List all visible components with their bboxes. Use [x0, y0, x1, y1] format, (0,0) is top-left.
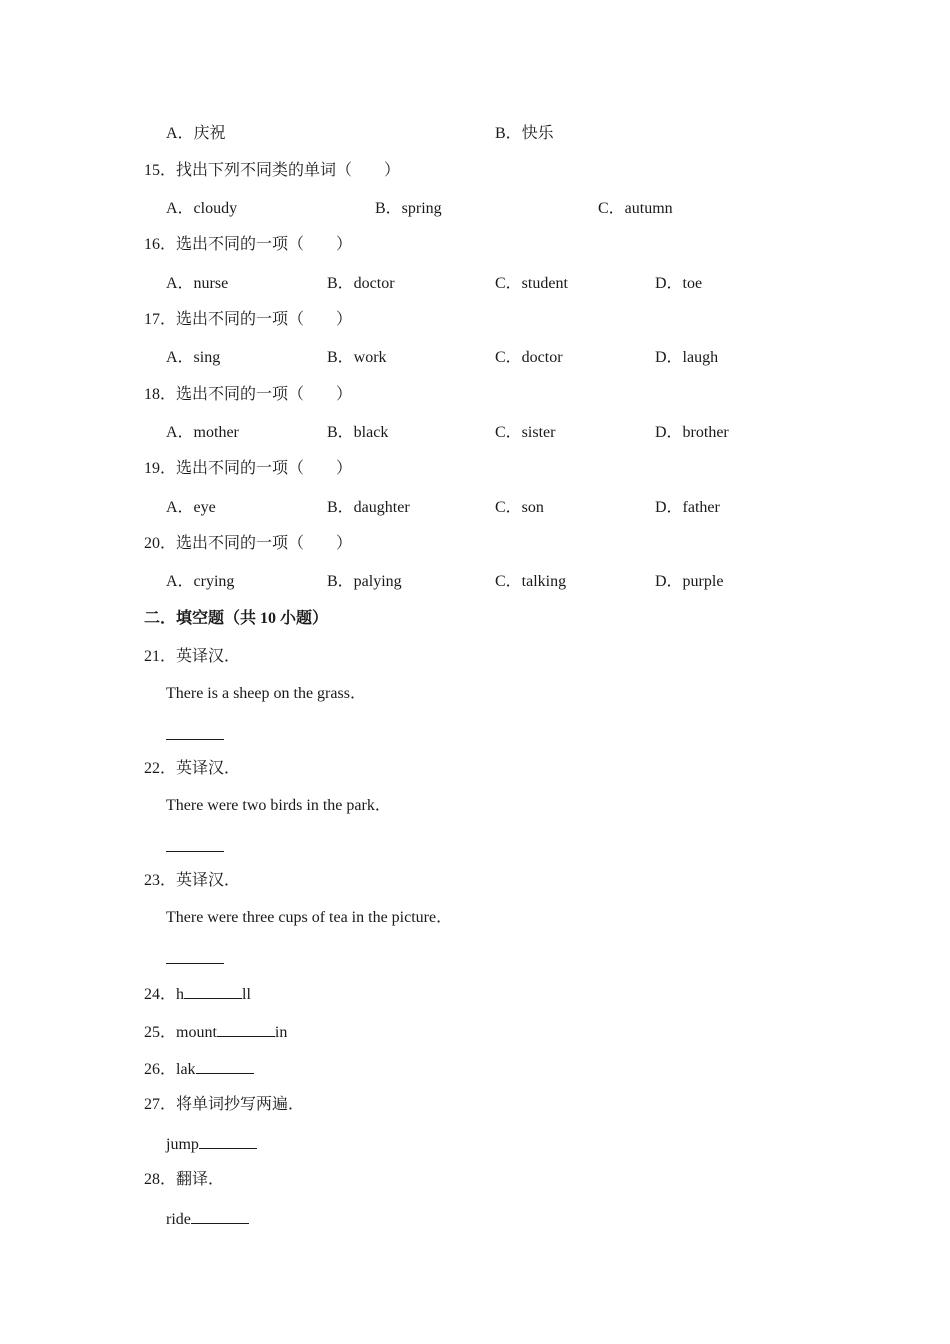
q26-prefix: 26．lak	[144, 1061, 196, 1078]
q16-option-d: D．toe	[655, 275, 703, 292]
q23-answer-blank[interactable]	[166, 963, 224, 964]
q19-stem: 19．选出不同的一项（ ）	[144, 460, 353, 477]
q16-option-c: C．student	[495, 275, 568, 292]
q26-line	[144, 1058, 254, 1080]
q24-line	[144, 983, 251, 1005]
section-heading: 二．填空题（共 10 小题）	[144, 610, 329, 627]
q27-blank[interactable]	[199, 1133, 257, 1149]
q27-word: jump	[166, 1136, 199, 1153]
q16-option-a: A．nurse	[166, 275, 229, 292]
q23-sentence: There were three cups of tea in the picture．	[166, 909, 453, 926]
q21-stem: 21．英译汉．	[144, 648, 241, 665]
q20-stem: 20．选出不同的一项（ ）	[144, 535, 353, 552]
q28-word: ride	[166, 1211, 191, 1228]
q17-stem: 17．选出不同的一项（ ）	[144, 311, 353, 328]
q22-answer-blank[interactable]	[166, 851, 224, 852]
q25-suffix: in	[274, 1024, 288, 1041]
q28-line	[166, 1208, 249, 1230]
q25-blank[interactable]	[217, 1021, 275, 1037]
q27-line	[166, 1133, 257, 1155]
q19-option-d: D．father	[655, 499, 720, 516]
q20-option-b: B．palying	[327, 573, 402, 590]
q14-option-b: B．快乐	[495, 125, 554, 142]
q19-option-a: A．eye	[166, 499, 216, 516]
q22-stem: 22．英译汉．	[144, 760, 241, 777]
q20-option-c: C．talking	[495, 573, 567, 590]
q28-blank[interactable]	[191, 1208, 249, 1224]
q14-option-a: A．庆祝	[166, 125, 226, 142]
q15-stem: 15．找出下列不同类的单词（ ）	[144, 162, 401, 179]
q27-stem: 27．将单词抄写两遍．	[144, 1096, 305, 1113]
q16-stem: 16．选出不同的一项（ ）	[144, 236, 353, 253]
q18-option-a: A．mother	[166, 424, 239, 441]
q15-option-a: A．cloudy	[166, 200, 238, 217]
q25-line	[144, 1021, 287, 1043]
q24-prefix: 24．h	[144, 986, 185, 1003]
q17-option-b: B．work	[327, 349, 387, 366]
q17-option-c: C．doctor	[495, 349, 563, 366]
q26-blank[interactable]	[196, 1058, 254, 1074]
q23-stem: 23．英译汉．	[144, 872, 241, 889]
q22-sentence: There were two birds in the park．	[166, 797, 391, 814]
q18-stem: 18．选出不同的一项（ ）	[144, 386, 353, 403]
q24-blank[interactable]	[184, 983, 242, 999]
q15-option-c: C．autumn	[598, 200, 673, 217]
q18-option-b: B．black	[327, 424, 389, 441]
q20-option-a: A．crying	[166, 573, 235, 590]
q20-option-d: D．purple	[655, 573, 724, 590]
q24-suffix: ll	[242, 986, 251, 1003]
q21-answer-blank[interactable]	[166, 739, 224, 740]
q28-stem: 28．翻译．	[144, 1171, 225, 1188]
q19-option-b: B．daughter	[327, 499, 410, 516]
q17-option-d: D．laugh	[655, 349, 719, 366]
q16-option-b: B．doctor	[327, 275, 395, 292]
q19-option-c: C．son	[495, 499, 544, 516]
q21-sentence: There is a sheep on the grass．	[166, 685, 366, 702]
q25-prefix: 25．mount	[144, 1024, 217, 1041]
q15-option-b: B．spring	[375, 200, 442, 217]
q18-option-c: C．sister	[495, 424, 556, 441]
q17-option-a: A．sing	[166, 349, 221, 366]
q18-option-d: D．brother	[655, 424, 729, 441]
